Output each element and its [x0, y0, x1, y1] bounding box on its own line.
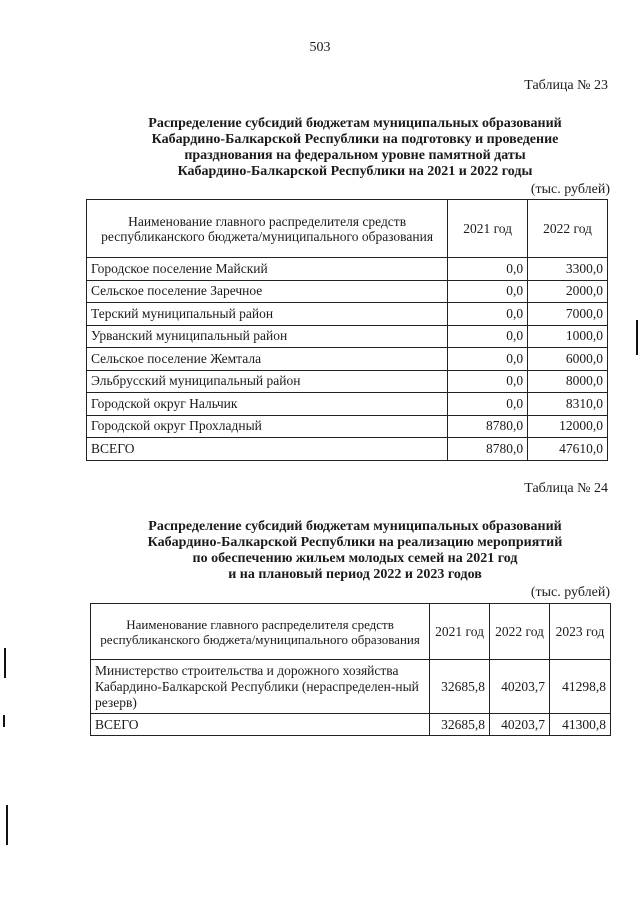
table-row	[87, 415, 608, 438]
title-line: и на плановый период 2022 и 2023 годов	[228, 567, 482, 582]
cell-2021: 0,0	[448, 280, 528, 303]
scan-artifact	[3, 715, 5, 727]
cell-2021: 0,0	[448, 258, 528, 281]
cell-2023: 41298,8	[550, 660, 611, 714]
table-24-title	[90, 519, 620, 583]
cell-2021: 0,0	[448, 370, 528, 393]
title-line: Распределение субсидий бюджетам муниципальных образований	[148, 116, 562, 131]
cell-2022: 3300,0	[528, 258, 608, 281]
title-line: Кабардино-Балкарской Республики на подготовку и проведение	[151, 132, 559, 147]
table-row	[87, 280, 608, 303]
page-number: 503	[309, 40, 331, 55]
title-line: Кабардино-Балкарской Республики на 2021 и 2022 годы	[177, 164, 533, 179]
column-header-2022: 2022 год	[528, 200, 608, 258]
cell-2022: 12000,0	[528, 415, 608, 438]
scan-artifact	[6, 805, 8, 845]
table-23-unit: (тыс. рублей)	[530, 182, 610, 197]
cell-2022: 47610,0	[528, 438, 608, 461]
table-header-row	[87, 200, 608, 258]
table-23-label: Таблица № 23	[524, 78, 608, 93]
cell-2022: 40203,7	[490, 714, 550, 736]
cell-name: Городской округ Нальчик	[87, 393, 448, 416]
table-row	[87, 393, 608, 416]
column-header-name: Наименование главного распределителя средств республиканского бюджета/муниципального образования	[91, 604, 430, 660]
table-row	[91, 660, 611, 714]
table-total-row	[91, 714, 611, 736]
cell-name: Сельское поселение Жемтала	[87, 348, 448, 371]
cell-2021: 32685,8	[430, 660, 490, 714]
cell-2021: 8780,0	[448, 438, 528, 461]
cell-2021: 0,0	[448, 348, 528, 371]
cell-name: Урванский муниципальный район	[87, 325, 448, 348]
cell-2022: 7000,0	[528, 303, 608, 326]
cell-name: Терский муниципальный район	[87, 303, 448, 326]
cell-2022: 8000,0	[528, 370, 608, 393]
cell-2021: 32685,8	[430, 714, 490, 736]
column-header-name: Наименование главного распределителя средств республиканского бюджета/муниципального образования	[87, 200, 448, 258]
title-line: Распределение субсидий бюджетам муниципальных образований	[148, 519, 562, 534]
cell-2021: 0,0	[448, 303, 528, 326]
scan-artifact	[4, 648, 6, 678]
table-23	[86, 199, 608, 461]
cell-name: Министерство строительства и дорожного хозяйства Кабардино-Балкарской Республики (нераспределен-ный резерв)	[91, 660, 430, 714]
cell-2022: 6000,0	[528, 348, 608, 371]
table-header-row	[91, 604, 611, 660]
cell-name: Городское поселение Майский	[87, 258, 448, 281]
table-23-title	[90, 116, 620, 180]
cell-name: Сельское поселение Заречное	[87, 280, 448, 303]
table-24	[90, 603, 611, 736]
cell-name: ВСЕГО	[87, 438, 448, 461]
table-row	[87, 370, 608, 393]
title-line: по обеспечению жильем молодых семей на 2021 год	[192, 551, 518, 566]
table-total-row	[87, 438, 608, 461]
table-row	[87, 348, 608, 371]
title-line: празднования на федеральном уровне памятной даты	[184, 148, 526, 163]
cell-2022: 2000,0	[528, 280, 608, 303]
cell-name: Городской округ Прохладный	[87, 415, 448, 438]
table-24-label: Таблица № 24	[524, 481, 608, 496]
cell-name: Эльбрусский муниципальный район	[87, 370, 448, 393]
table-row	[87, 303, 608, 326]
column-header-2023: 2023 год	[550, 604, 611, 660]
cell-name: ВСЕГО	[91, 714, 430, 736]
column-header-2021: 2021 год	[430, 604, 490, 660]
cell-2021: 0,0	[448, 393, 528, 416]
table-row	[87, 258, 608, 281]
title-line: Кабардино-Балкарской Республики на реализацию мероприятий	[147, 535, 563, 550]
cell-2021: 0,0	[448, 325, 528, 348]
cell-2023: 41300,8	[550, 714, 611, 736]
table-24-unit: (тыс. рублей)	[530, 585, 610, 600]
cell-2022: 40203,7	[490, 660, 550, 714]
table-row	[87, 325, 608, 348]
cell-2022: 8310,0	[528, 393, 608, 416]
cell-2022: 1000,0	[528, 325, 608, 348]
cell-2021: 8780,0	[448, 415, 528, 438]
scan-artifact	[636, 320, 638, 355]
column-header-2022: 2022 год	[490, 604, 550, 660]
column-header-2021: 2021 год	[448, 200, 528, 258]
